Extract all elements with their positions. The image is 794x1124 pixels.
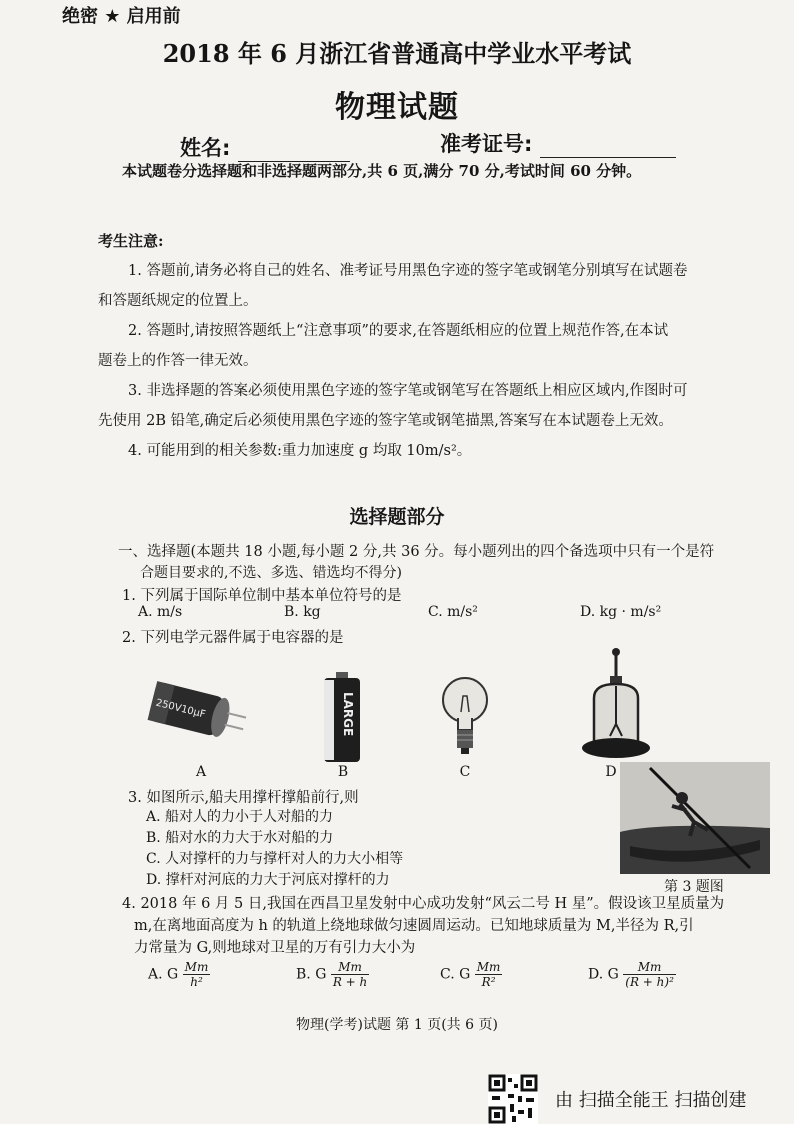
- section-title: 选择题部分: [349, 506, 445, 528]
- q2-label-a: A: [195, 764, 207, 780]
- capacitor-image: [140, 680, 250, 760]
- notice-heading: 考生注意:: [98, 232, 164, 250]
- notice-item-2-line-1: 2. 答题时,请按照答题纸上“注意事项”的要求,在答题纸相应的位置上规范作答,在本试: [128, 323, 669, 339]
- page-footer: 物理(学考)试题 第 1 页(共 6 页): [296, 1017, 498, 1033]
- q3-option-b: B. 船对水的力大于水对船的力: [146, 830, 334, 846]
- q4-option-d-den: (R + h)²: [625, 975, 674, 989]
- q1-option-b: B. kg: [284, 604, 321, 620]
- notice-item-3-line-1: 3. 非选择题的答案必须使用黑色字迹的签字笔或钢笔写在答题纸上相应区域内,作图时可: [128, 383, 688, 399]
- q2-stem: 2. 下列电学元器件属于电容器的是: [122, 630, 344, 646]
- subject-title: 物理试题: [335, 90, 459, 125]
- q4-option-c-letter: C. G: [440, 966, 471, 983]
- q3-option-a: A. 船对人的力小于人对船的力: [146, 809, 334, 825]
- q4-option-c-fraction: [475, 960, 503, 989]
- q4-option-c: [440, 960, 502, 989]
- q4-option-b-fraction: [331, 960, 369, 989]
- notice-item-2-line-2: 题卷上的作答一律无效。: [98, 353, 258, 369]
- q2-label-d: D: [605, 764, 617, 780]
- q4-option-d: [588, 960, 676, 989]
- q4-line-1: 4. 2018 年 6 月 5 日,我国在西昌卫星发射中心成功发射“风云二号 H 星”。假设该卫星质量为: [122, 896, 725, 912]
- notice-list: [98, 256, 778, 466]
- notice-item-1-line-1: 1. 答题前,请务必将自己的姓名、准考证号用黑色字迹的签字笔或钢笔分别填写在试题卷: [128, 263, 688, 279]
- q4-option-a: [148, 960, 210, 989]
- part-heading-line-2: 合题目要求的,不选、多选、错选均不得分): [140, 565, 402, 581]
- boatman-image: [620, 762, 770, 874]
- q2-label-c: C: [459, 764, 471, 780]
- exam-id-label: 准考证号:: [440, 132, 533, 156]
- paper-intro: 本试题卷分选择题和非选择题两部分,共 6 页,满分 70 分,考试时间 60 分钟。: [122, 162, 642, 180]
- exam-id-blank: [540, 137, 676, 158]
- notice-item-3-line-2: 先使用 2B 铅笔,确定后必须使用黑色字迹的签字笔或钢笔描黑,答案写在本试题卷上无效。: [98, 413, 673, 429]
- q3-figure-caption: 第 3 题图: [664, 879, 724, 895]
- q4-option-b-den: R + h: [332, 975, 368, 989]
- q4-option-b-num: Mm: [331, 960, 369, 975]
- confidential-mark: 绝密 ★ 启用前: [62, 6, 181, 27]
- q4-option-d-fraction: [623, 960, 676, 989]
- part-heading-line-1: 一、选择题(本题共 18 小题,每小题 2 分,共 36 分。每小题列出的四个备选项中只有一个是符: [118, 544, 715, 560]
- q4-option-c-num: Mm: [476, 960, 501, 974]
- q4-line-2: m,在离地面高度为 h 的轨道上绕地球做匀速圆周运动。已知地球质量为 M,半径为 R,引: [134, 918, 694, 934]
- q4-option-b: [296, 960, 369, 989]
- q4-option-d-num: Mm: [623, 960, 676, 975]
- exam-id-field: [440, 128, 676, 158]
- q1-option-c: C. m/s²: [428, 604, 478, 620]
- q4-option-a-den: h²: [190, 975, 203, 989]
- q1-option-d: D. kg · m/s²: [580, 604, 662, 620]
- notice-item-1-line-2: 和答题纸规定的位置上。: [98, 293, 258, 309]
- q1-option-a: A. m/s: [138, 604, 183, 620]
- notice-item-4-line-1: 4. 可能用到的相关参数:重力加速度 g 均取 10m/s²。: [128, 443, 472, 459]
- name-label: 姓名:: [180, 136, 231, 160]
- q3-option-d: D. 撑杆对河底的力大于河底对撑杆的力: [146, 872, 390, 888]
- exam-title: 2018 年 6 月浙江省普通高中学业水平考试: [162, 39, 632, 68]
- capacitor-label: 250V10μF: [154, 697, 207, 721]
- q4-line-3: 力常量为 G,则地球对卫星的万有引力大小为: [134, 940, 416, 956]
- q2-label-b: B: [337, 764, 349, 780]
- name-field: [180, 132, 350, 162]
- name-blank: [238, 141, 350, 162]
- q1-stem: 1. 下列属于国际单位制中基本单位符号的是: [122, 588, 402, 604]
- scanner-watermark: 由 扫描全能王 扫描创建: [555, 1090, 747, 1111]
- q4-option-b-letter: B. G: [296, 966, 327, 983]
- battery-image: [318, 670, 368, 766]
- q4-option-d-letter: D. G: [588, 966, 619, 983]
- q4-option-a-fraction: [183, 960, 211, 989]
- battery-label: LARGE: [341, 692, 355, 737]
- q4-option-a-num: Mm: [184, 960, 209, 974]
- light-bulb-image: [440, 672, 490, 762]
- q4-option-a-letter: A. G: [148, 966, 179, 983]
- q4-option-c-den: R²: [481, 975, 496, 989]
- electroscope-image: [576, 646, 656, 764]
- qr-code-icon: [488, 1074, 538, 1124]
- q3-stem: 3. 如图所示,船夫用撑杆撑船前行,则: [128, 790, 359, 806]
- q3-option-c: C. 人对撑杆的力与撑杆对人的力大小相等: [146, 851, 404, 867]
